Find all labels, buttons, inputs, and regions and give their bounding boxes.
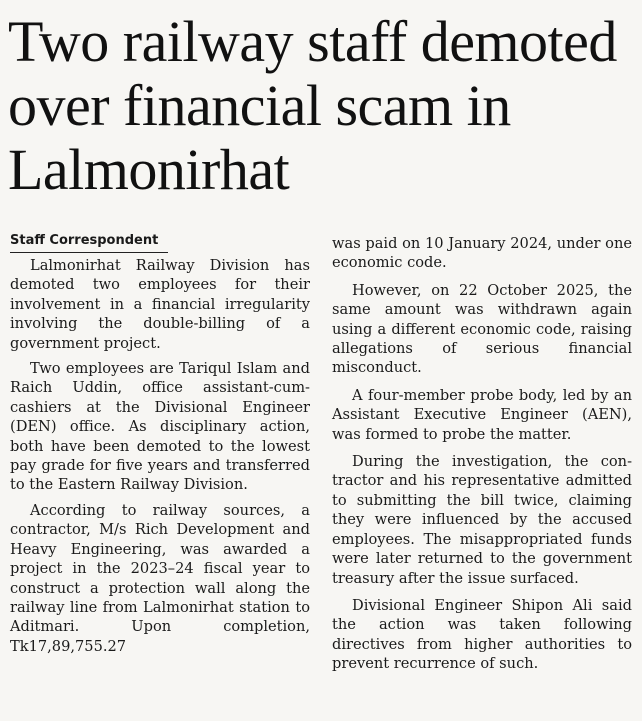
article-column-left [10,232,310,662]
paragraph-4: However, on 22 October 2025, the same amount was withdrawn again using a different economic code, raising allegations of serious financial misconduct. [332,281,632,377]
headline: Two railway staff demoted over financial scam in Lalmonirhat [8,9,617,202]
paragraph-2: Two employees are Tariqul Islam and Raich Uddin, office assistant-cum-cashiers at the Divisional Engineer (DEN) office. As disciplinary action, both have been demoted to the lowest pay grade for five years and transferred to the Eastern Railway Division. [10,360,310,494]
article-column-right [332,234,632,682]
paragraph-3-continued: was paid on 10 January 2024, under one economic code. [332,235,632,272]
byline: Staff Correspondent [10,232,168,253]
paragraph-7: Divisional Engineer Shipon Ali said the action was taken following directives from higher authorities to prevent recurrence of such. [332,596,632,673]
paragraph-5: A four-member probe body, led by an Assistant Executive Engineer (AEN), was formed to probe the matter. [332,386,632,443]
paragraph-1: Lalmonirhat Railway Division has demoted two employees for their involvement in a financial irregularity involving the double-billing of a government project. [10,257,310,352]
paragraph-6: During the investigation, the contractor and his representative admitted to submitting the bill twice, claiming they were influenced by the accused employees. The misappropriated funds were later returned to the government treasury after the issue surfaced. [332,453,632,587]
paragraph-3: According to railway sources, a contractor, M/s Rich Development and Heavy Engineering, was awarded a project in the 2023–24 fiscal year to construct a protection wall along the railway line from Lalmonirhat station to Aditmari. Upon completion, Tk17,89,755.27 [10,501,310,655]
